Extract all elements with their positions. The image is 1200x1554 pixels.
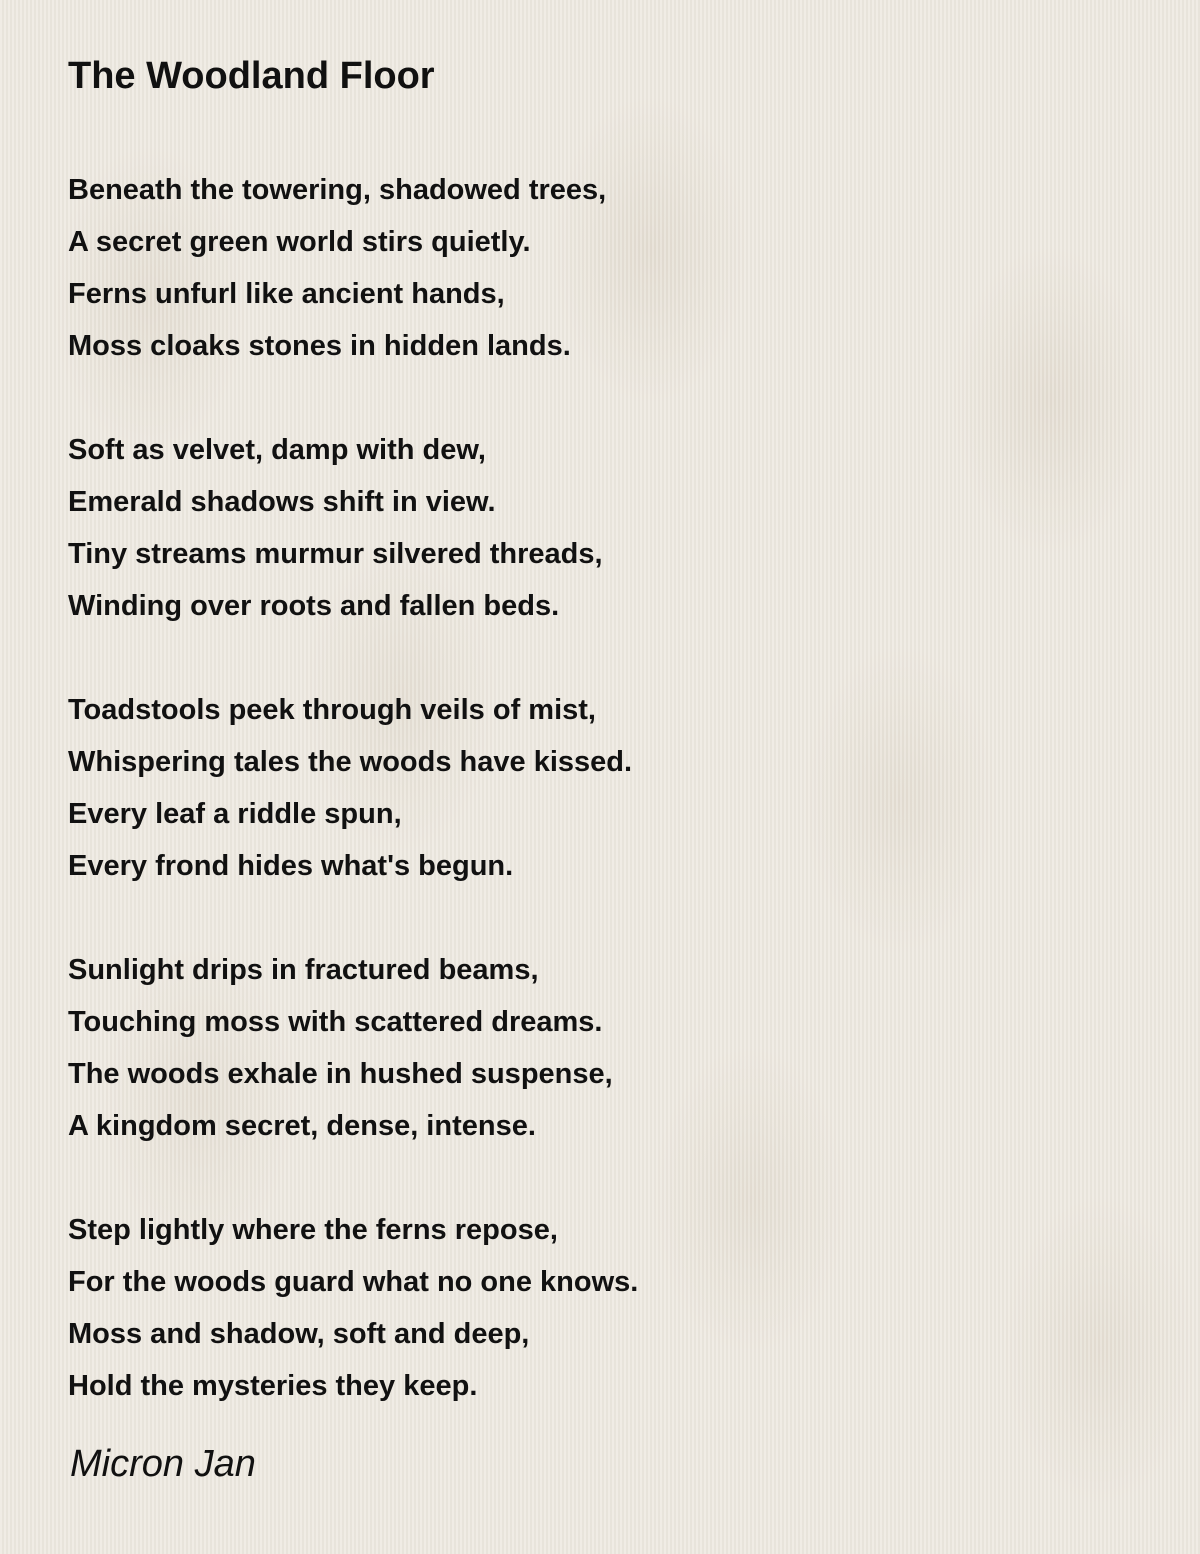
stanza <box>68 684 1068 892</box>
stanza <box>68 944 1068 1152</box>
poem-title: The Woodland Floor <box>68 55 435 97</box>
poem-line: Moss cloaks stones in hidden lands. <box>68 330 571 362</box>
poem-line: Emerald shadows shift in view. <box>68 486 496 518</box>
poem-line: Tiny streams murmur silvered threads, <box>68 538 603 570</box>
poem-card <box>68 50 1068 1489</box>
poem-line: For the woods guard what no one knows. <box>68 1266 639 1298</box>
poem-line: Whispering tales the woods have kissed. <box>68 746 633 778</box>
poem-author: Micron Jan <box>70 1443 256 1485</box>
poem-line: Soft as velvet, damp with dew, <box>68 434 486 466</box>
poem-line: Touching moss with scattered dreams. <box>68 1006 603 1038</box>
stanza <box>68 424 1068 632</box>
stanza <box>68 1204 1068 1412</box>
poem-line: Sunlight drips in fractured beams, <box>68 954 539 986</box>
stanza <box>68 164 1068 372</box>
poem-line: Ferns unfurl like ancient hands, <box>68 278 505 310</box>
poem-line: The woods exhale in hushed suspense, <box>68 1058 613 1090</box>
poem-line: A secret green world stirs quietly. <box>68 226 531 258</box>
poem-line: A kingdom secret, dense, intense. <box>68 1110 536 1142</box>
poem-line: Toadstools peek through veils of mist, <box>68 694 596 726</box>
poem-line: Every leaf a riddle spun, <box>68 798 402 830</box>
poem-line: Moss and shadow, soft and deep, <box>68 1318 530 1350</box>
poem-line: Hold the mysteries they keep. <box>68 1370 478 1402</box>
poem-line: Beneath the towering, shadowed trees, <box>68 174 607 206</box>
poem-line: Step lightly where the ferns repose, <box>68 1214 558 1246</box>
poem-line: Every frond hides what's begun. <box>68 850 514 882</box>
poem-line: Winding over roots and fallen beds. <box>68 590 560 622</box>
